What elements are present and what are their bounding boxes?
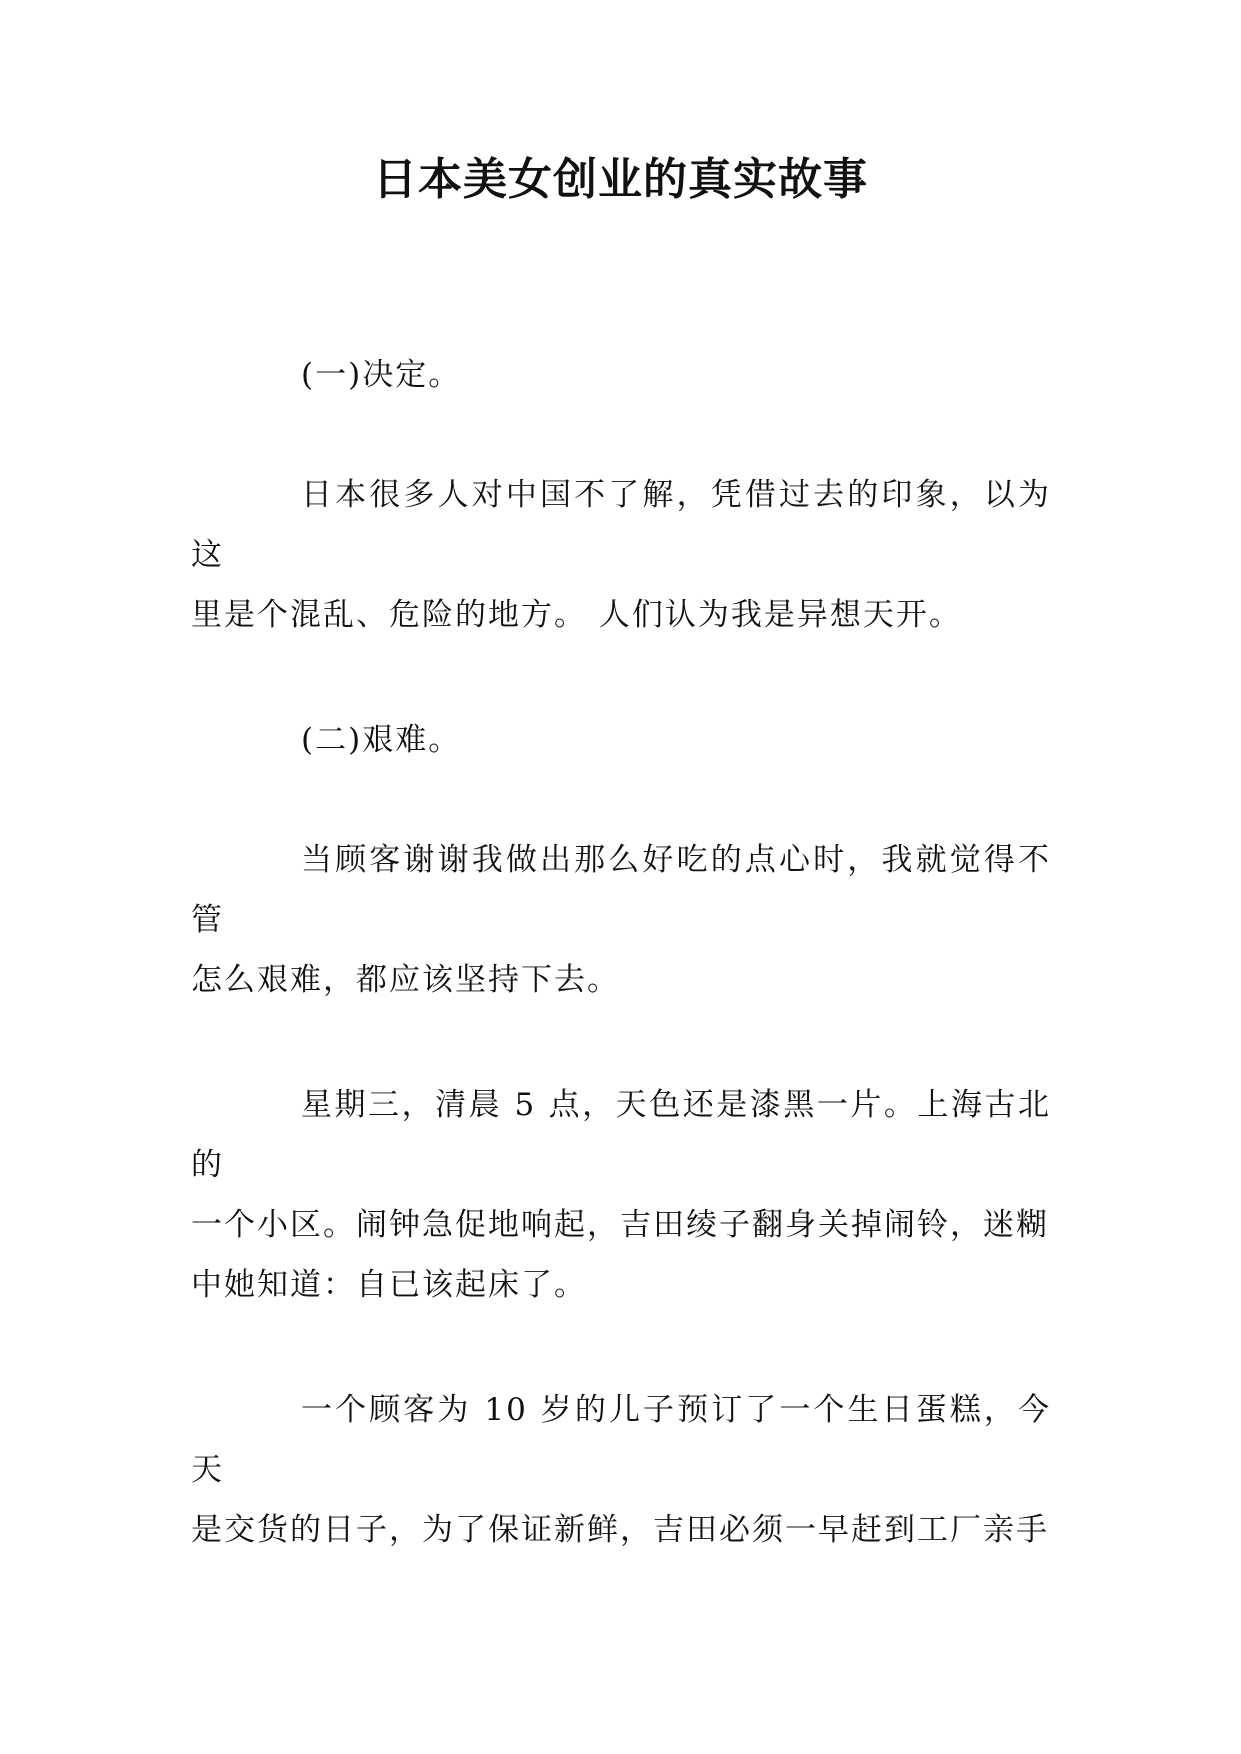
- heading-hardship: [191, 710, 1051, 770]
- paragraph-wednesday-morning: [191, 1075, 1051, 1315]
- paragraph-line: 星期三，清晨 5 点，天色还是漆黑一片。上海古北的: [191, 1087, 1051, 1183]
- paragraph-line: (二)艰难。: [301, 722, 462, 758]
- paragraph-line: 是交货的日子，为了保证新鲜，吉田必须一早赶到工厂亲手: [191, 1512, 1049, 1548]
- paragraph-misconception: [191, 465, 1051, 645]
- document-title: 日本美女创业的真实故事: [373, 154, 868, 205]
- paragraph-line: 中她知道：自已该起床了。: [191, 1267, 587, 1303]
- paragraph-line: 当顾客谢谢我做出那么好吃的点心时，我就觉得不管: [191, 842, 1051, 938]
- paragraph-line: 里是个混乱、危险的地方。 人们认为我是异想天开。: [191, 597, 962, 633]
- paragraph-line: 怎么艰难，都应该坚持下去。: [191, 962, 620, 998]
- paragraph-customer-thanks: [191, 830, 1051, 1010]
- heading-decision: [191, 345, 1051, 405]
- paragraph-line: (一)决定。: [301, 357, 462, 393]
- paragraph-line: 日本很多人对中国不了解，凭借过去的印象，以为这: [191, 477, 1051, 573]
- paragraph-line: 一个顾客为 10 岁的儿子预订了一个生日蛋糕，今天: [191, 1392, 1051, 1488]
- paragraph-birthday-cake: [191, 1380, 1051, 1560]
- paragraph-line: 一个小区。闹钟急促地响起，吉田绫子翻身关掉闹铃，迷糊: [191, 1207, 1049, 1243]
